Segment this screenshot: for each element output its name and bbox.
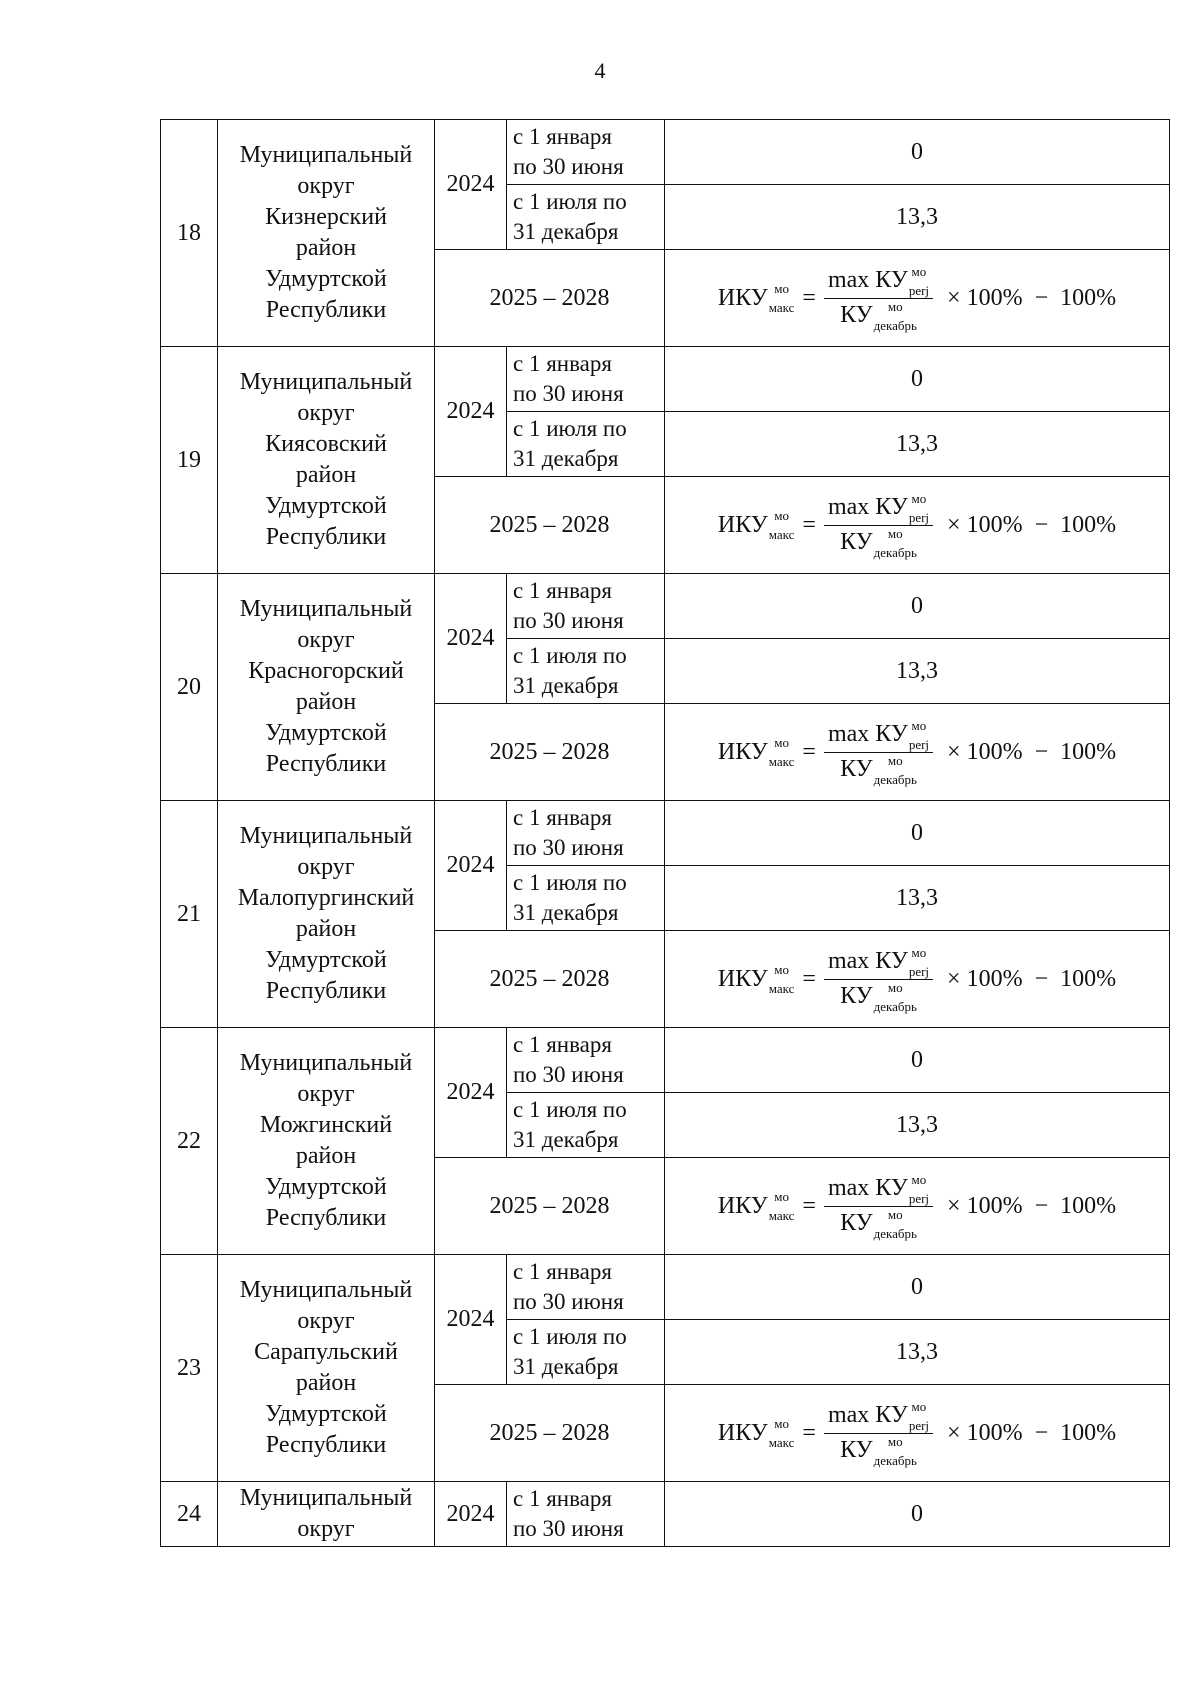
period-line: по 30 июня [513,1289,624,1314]
year-span-cell: 2025 – 2028 [435,1158,665,1255]
formula-lhs-main: ИКУ [717,284,768,311]
period-line: с 1 января [513,1259,612,1284]
year-cell: 2024 [435,574,507,704]
formula-lhs-sub: макс [768,300,795,315]
formula-times: × 100% [947,1192,1023,1219]
period-cell [507,1093,665,1158]
value-cell: 0 [665,120,1170,185]
text-line: Республики [265,1205,387,1231]
formula-den-main: КУ [840,302,873,328]
row-number: 22 [161,1028,218,1255]
formula-num-sup: мо [911,717,927,733]
formula-lhs [718,1191,795,1221]
formula-lhs [718,964,795,994]
formula-numerator [824,1171,933,1207]
text-line: Республики [265,978,387,1004]
year-span-cell: 2025 – 2028 [435,477,665,574]
formula-lhs [718,510,795,540]
formula-last: 100% [1060,1192,1117,1219]
formula-lhs-main: ИКУ [717,511,768,538]
formula-den-sub: декабрь [873,317,917,333]
formula-fraction [824,1171,933,1241]
text-line: район [295,689,357,715]
text-line: Муниципальный [239,596,413,622]
formula-times: × 100% [947,965,1023,992]
period-line: по 30 июня [513,381,624,406]
period-cell [507,1320,665,1385]
row-number: 20 [161,574,218,801]
text-line: Муниципальный [239,823,413,849]
formula-den-sub: декабрь [873,544,917,560]
formula [717,263,1117,333]
text-line: Республики [265,751,387,777]
text-line: Сарапульский [254,1339,398,1365]
period-line: 31 декабря [513,900,619,925]
formula-lhs-main: ИКУ [717,965,768,992]
value-cell: 13,3 [665,639,1170,704]
formula-times: × 100% [947,738,1023,765]
formula-den-sup: мо [887,979,903,995]
formula-num-sub: perj [908,736,930,752]
formula-lhs-sub: макс [768,1208,795,1223]
row-number: 24 [161,1482,218,1547]
formula-lhs-main: ИКУ [717,1192,768,1219]
period-line: по 30 июня [513,154,624,179]
period-line: с 1 июля по [513,1324,627,1349]
text-line: Муниципальный [239,1277,413,1303]
formula-den-sub: декабрь [873,1452,917,1468]
formula-num-sub: perj [908,1417,930,1433]
formula-num-sub: perj [908,963,930,979]
year-span-cell: 2025 – 2028 [435,704,665,801]
value-cell: 0 [665,1255,1170,1320]
formula-den-sub: декабрь [873,771,917,787]
period-line: с 1 июля по [513,1097,627,1122]
text-line: Республики [265,297,387,323]
formula-fraction [824,490,933,560]
text-line: Кизнерский [265,204,387,230]
formula-last: 100% [1060,284,1117,311]
year-span-cell: 2025 – 2028 [435,1385,665,1482]
period-cell [507,574,665,639]
formula-cell [665,1158,1170,1255]
formula-fraction [824,717,933,787]
formula-lhs-sub: макс [768,1435,795,1450]
formula-numerator [824,263,933,299]
period-cell [507,801,665,866]
formula-lhs-sup: мо [774,281,789,296]
year-span-cell: 2025 – 2028 [435,250,665,347]
text-line: Республики [265,524,387,550]
formula-lhs [718,737,795,767]
formula-cell [665,250,1170,347]
coefficient-table [160,119,1170,1547]
text-line: Республики [265,1432,387,1458]
formula-eq: = [802,284,816,311]
text-line: Малопургинский [237,885,415,911]
period-cell [507,1482,665,1547]
period-line: 31 декабря [513,673,619,698]
formula-lhs-sup: мо [774,508,789,523]
formula [717,1398,1117,1468]
row-number: 23 [161,1255,218,1482]
text-line: округ [297,173,355,199]
formula-eq: = [802,511,816,538]
formula-num-main: max КУ [827,494,908,520]
text-line: округ [297,627,355,653]
municipality-name [218,1255,435,1482]
formula-denominator [836,526,921,558]
formula-lhs-sup: мо [774,735,789,750]
text-line: Удмуртской [265,720,387,746]
period-line: с 1 января [513,351,612,376]
period-line: по 30 июня [513,608,624,633]
period-cell [507,412,665,477]
row-number: 18 [161,120,218,347]
formula-minus: − [1034,284,1049,311]
formula-numerator [824,944,933,980]
formula-den-sup: мо [887,525,903,541]
table-row [161,120,1170,185]
text-line: Муниципальный [239,1050,413,1076]
period-line: по 30 июня [513,1516,624,1541]
formula-denominator [836,299,921,331]
formula-num-main: max КУ [827,1402,908,1428]
value-cell: 13,3 [665,185,1170,250]
formula-minus: − [1034,1419,1049,1446]
formula-cell [665,704,1170,801]
municipality-name [218,120,435,347]
formula-minus: − [1034,511,1049,538]
period-line: 31 декабря [513,219,619,244]
formula-num-sub: perj [908,282,930,298]
formula-den-sup: мо [887,752,903,768]
formula-numerator [824,717,933,753]
text-line: район [295,1370,357,1396]
formula-num-sup: мо [911,490,927,506]
period-cell [507,866,665,931]
text-line: район [295,235,357,261]
formula [717,1171,1117,1241]
formula-last: 100% [1060,965,1117,992]
formula-eq: = [802,965,816,992]
formula-lhs-sup: мо [774,962,789,977]
formula-den-sub: декабрь [873,1225,917,1241]
municipality-name [218,347,435,574]
formula-num-sup: мо [911,1171,927,1187]
formula-num-main: max КУ [827,1175,908,1201]
row-number: 19 [161,347,218,574]
formula-denominator [836,1207,921,1239]
table-row [161,1482,1170,1547]
year-cell: 2024 [435,1028,507,1158]
formula-den-main: КУ [840,983,873,1009]
formula-last: 100% [1060,511,1117,538]
period-line: с 1 января [513,124,612,149]
value-cell: 0 [665,801,1170,866]
formula-lhs-main: ИКУ [717,1419,768,1446]
text-line: Удмуртской [265,947,387,973]
text-line: Удмуртской [265,1401,387,1427]
table-row [161,801,1170,866]
formula-num-main: max КУ [827,267,908,293]
period-line: 31 декабря [513,446,619,471]
formula-num-sub: perj [908,509,930,525]
formula [717,490,1117,560]
period-line: с 1 июля по [513,189,627,214]
text-line: Красногорский [248,658,404,684]
text-line: район [295,916,357,942]
table-row [161,1255,1170,1320]
formula-eq: = [802,1419,816,1446]
formula-last: 100% [1060,1419,1117,1446]
value-cell: 0 [665,347,1170,412]
year-cell: 2024 [435,1255,507,1385]
row-number: 21 [161,801,218,1028]
value-cell: 0 [665,1028,1170,1093]
formula-times: × 100% [947,511,1023,538]
formula-den-sup: мо [887,298,903,314]
table-row [161,574,1170,639]
text-line: район [295,462,357,488]
year-cell: 2024 [435,1482,507,1547]
formula-num-sub: perj [908,1190,930,1206]
formula-denominator [836,980,921,1012]
text-line: округ [297,1081,355,1107]
period-cell [507,185,665,250]
text-line: Муниципальный [239,142,413,168]
formula-denominator [836,1434,921,1466]
period-line: по 30 июня [513,835,624,860]
value-cell: 0 [665,574,1170,639]
formula-num-sup: мо [911,944,927,960]
text-line: Муниципальный [239,369,413,395]
municipality-name [218,1482,435,1547]
formula-num-sup: мо [911,263,927,279]
formula-lhs-sub: макс [768,527,795,542]
table-row [161,1028,1170,1093]
formula-last: 100% [1060,738,1117,765]
formula-num-main: max КУ [827,721,908,747]
period-line: по 30 июня [513,1062,624,1087]
formula [717,717,1117,787]
period-cell [507,1028,665,1093]
value-cell: 13,3 [665,866,1170,931]
formula-eq: = [802,738,816,765]
period-cell [507,347,665,412]
period-cell [507,120,665,185]
period-line: с 1 июля по [513,870,627,895]
table-row [161,347,1170,412]
formula-num-main: max КУ [827,948,908,974]
formula-lhs-sup: мо [774,1189,789,1204]
municipality-name [218,801,435,1028]
period-line: 31 декабря [513,1127,619,1152]
year-span-cell: 2025 – 2028 [435,931,665,1028]
formula-numerator [824,490,933,526]
period-line: с 1 января [513,578,612,603]
formula-minus: − [1034,738,1049,765]
formula-den-main: КУ [840,756,873,782]
period-line: с 1 июля по [513,643,627,668]
period-line: с 1 января [513,1486,612,1511]
municipality-name [218,574,435,801]
year-cell: 2024 [435,347,507,477]
formula-lhs-sub: макс [768,981,795,996]
value-cell: 13,3 [665,1093,1170,1158]
formula-minus: − [1034,965,1049,992]
value-cell: 13,3 [665,1320,1170,1385]
formula-den-main: КУ [840,1437,873,1463]
formula-lhs-sub: макс [768,754,795,769]
text-line: Муниципальный [239,1485,413,1511]
value-cell: 13,3 [665,412,1170,477]
text-line: Удмуртской [265,266,387,292]
formula-cell [665,477,1170,574]
formula-cell [665,1385,1170,1482]
formula-fraction [824,263,933,333]
period-line: с 1 января [513,805,612,830]
formula-fraction [824,1398,933,1468]
text-line: округ [297,1516,355,1542]
formula-numerator [824,1398,933,1434]
text-line: район [295,1143,357,1169]
formula-lhs-sup: мо [774,1416,789,1431]
text-line: округ [297,1308,355,1334]
formula-eq: = [802,1192,816,1219]
municipality-name [218,1028,435,1255]
formula-lhs-main: ИКУ [717,738,768,765]
formula-times: × 100% [947,1419,1023,1446]
year-cell: 2024 [435,120,507,250]
text-line: округ [297,400,355,426]
formula-den-sup: мо [887,1206,903,1222]
formula-den-main: КУ [840,529,873,555]
formula-denominator [836,753,921,785]
value-cell: 0 [665,1482,1170,1547]
formula-times: × 100% [947,284,1023,311]
formula-fraction [824,944,933,1014]
period-cell [507,639,665,704]
formula [717,944,1117,1014]
text-line: Киясовский [265,431,387,457]
text-line: Можгинский [259,1112,393,1138]
formula-den-sub: декабрь [873,998,917,1014]
formula-lhs [718,1418,795,1448]
period-cell [507,1255,665,1320]
text-line: округ [297,854,355,880]
year-cell: 2024 [435,801,507,931]
formula-cell [665,931,1170,1028]
formula-minus: − [1034,1192,1049,1219]
period-line: с 1 июля по [513,416,627,441]
period-line: 31 декабря [513,1354,619,1379]
text-line: Удмуртской [265,1174,387,1200]
formula-den-main: КУ [840,1210,873,1236]
formula-lhs [718,283,795,313]
text-line: Удмуртской [265,493,387,519]
formula-den-sup: мо [887,1433,903,1449]
page-number: 4 [594,58,606,83]
formula-num-sup: мо [911,1398,927,1414]
period-line: с 1 января [513,1032,612,1057]
